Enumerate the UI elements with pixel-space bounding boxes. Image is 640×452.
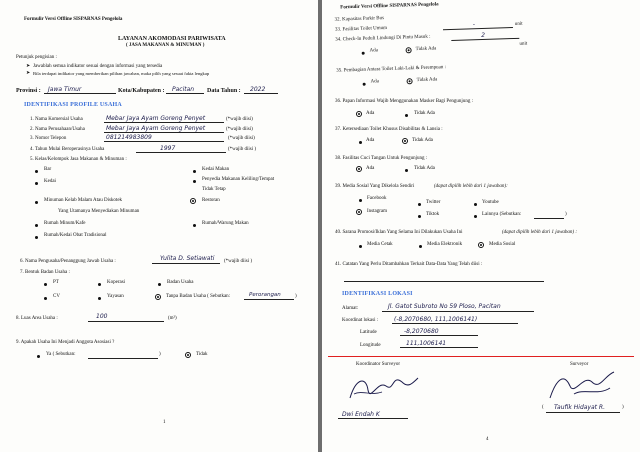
q8-label: 8. Luas Area Usaha : (16, 316, 58, 321)
q2-label: 2. Nama Perusahaan/Usaha (30, 127, 85, 132)
address-label: Alamat: (342, 306, 359, 311)
q40-option[interactable]: Media Elektronik (427, 242, 463, 247)
bullet-icon (98, 297, 101, 300)
q7-option[interactable]: PT (53, 280, 59, 285)
latitude-label: Latitude (360, 330, 377, 335)
q5-option[interactable]: Rumah/Kedai Obat Tradisional (44, 233, 107, 238)
bullet-icon (359, 245, 362, 248)
q8-unit: (m²) (168, 316, 177, 321)
q32-label: 32. Kapasitas Parkir Bus (334, 16, 385, 23)
red-divider (328, 356, 634, 357)
year-label: Data Tahun : (207, 88, 241, 94)
form-header: Formulir Versi Offline SISPARNAS Pengelola (24, 17, 123, 22)
q1-note: (*wajib diisi) (226, 117, 253, 122)
q37-option[interactable]: Ada (366, 138, 375, 143)
form-subtitle: ( JASA MAKANAN & MINUMAN ) (126, 43, 205, 48)
q37-label: 37. Ketersediaan Toilet Khusus Disabilitas & Lansia : (335, 127, 443, 132)
bullet-icon (35, 201, 38, 204)
selected-radio-icon[interactable] (190, 198, 196, 204)
q5-option[interactable]: Bar (44, 167, 52, 172)
bullet-icon (193, 180, 196, 183)
q40-hint: (dapat dipilih lebih dari 1 jawaban) : (502, 230, 577, 235)
q5-option[interactable]: Kedai (44, 179, 56, 184)
q5-option[interactable]: Rumah/Warung Makan (202, 221, 249, 226)
q3-note: (*wajib diisi) (228, 136, 255, 141)
q34-label: 34. Check-In Peduli Lindungi Di Pintu Masuk : (335, 34, 431, 43)
q7-value[interactable]: Perorangan (249, 292, 281, 298)
bullet-icon (362, 52, 365, 55)
q7-option[interactable]: Badan Usaha (167, 280, 194, 285)
q6-label: 6. Nama Pengusaha/Penanggung Jawab Usaha : (20, 259, 116, 264)
page-number: 4 (486, 437, 489, 442)
arrow-icon: ➤ (26, 71, 31, 76)
q8-value[interactable]: 100 (96, 313, 108, 320)
bullet-icon (193, 224, 196, 227)
instruction-text: Bila terdapat indikator yang memberikan pilihan jawaban, maka pilih yang sesuai fakta lengkap (33, 71, 210, 76)
q7-option[interactable]: Koperasi (107, 280, 126, 285)
bullet-icon (35, 182, 38, 185)
q2-note: (*wajib diisi) (226, 127, 253, 132)
q39-option[interactable]: Facebook (367, 196, 387, 201)
form-title: LAYANAN AKOMODASI PARIWISATA (118, 36, 226, 42)
bullet-icon (405, 114, 408, 117)
q7-option-selected[interactable]: Tanpa Badan Usaha ( Sebutkan: (166, 294, 231, 299)
bullet-icon (405, 169, 408, 172)
q39-option[interactable]: Youtube (482, 200, 499, 205)
selected-radio-icon[interactable] (478, 242, 484, 248)
q7-option[interactable]: Yayasan (107, 294, 124, 299)
q5-option-cont: Yang Utamanya Menyediakan Minuman (58, 209, 140, 214)
right-page (322, 0, 640, 452)
q6-note: (*wajib diisi ) (224, 259, 253, 264)
q39-option[interactable]: Lainnya (Sebutkan: (482, 212, 522, 217)
q3-value[interactable]: 081214983809 (106, 134, 152, 141)
selected-radio-icon[interactable] (407, 78, 413, 84)
q39-option[interactable]: Tiktok (426, 212, 440, 217)
q5-option-selected[interactable]: Restoran (202, 198, 220, 203)
bullet-icon (419, 245, 422, 248)
section-location: IDENTIFIKASI LOKASI (342, 291, 413, 297)
q9-close: ) (159, 352, 161, 357)
q37-option-selected[interactable]: Tidak Ada (412, 138, 433, 143)
bullet-icon (193, 170, 196, 173)
address-value[interactable]: Jl. Gatot Subroto No 59 Ploso, Pacitan (388, 303, 501, 310)
latitude-value[interactable]: -8,2070680 (404, 328, 439, 335)
left-page (0, 0, 318, 452)
q39-hint: (dapat dipilih lebih dari 1 jawaban): (434, 184, 508, 189)
surveyor-label: Surveyor (570, 362, 589, 367)
q34-unit: unit (519, 41, 528, 47)
q39-option-selected[interactable]: Instagram (367, 209, 387, 214)
selected-radio-icon[interactable] (155, 294, 161, 300)
province-value[interactable]: Jawa Timur (48, 86, 82, 93)
close-paren: ) (622, 405, 624, 410)
coordinator-name: Dwi Endah K (342, 411, 380, 418)
q7-option[interactable]: CV (53, 294, 60, 299)
q9-option-selected[interactable]: Tidak (196, 352, 208, 357)
q5-option[interactable]: Rumah Minum/Kafe (44, 221, 86, 226)
coordinator-label: Koordinator Surveyor (356, 362, 401, 367)
open-paren: ( (542, 405, 544, 410)
selected-radio-icon[interactable] (356, 209, 362, 215)
selected-radio-icon[interactable] (185, 352, 191, 358)
q35-option[interactable]: Ada (370, 79, 380, 85)
q33-unit: unit (514, 21, 523, 27)
q40-option[interactable]: Media Cetak (367, 242, 393, 247)
q4-value[interactable]: 1997 (160, 145, 176, 152)
q5-label: 5. Kelas/Kelompok Jasa Makanan & Minuman : (30, 157, 127, 162)
page-number: 1 (163, 420, 166, 425)
bullet-icon (37, 355, 40, 358)
coordinator-signature (342, 368, 422, 408)
q5-option[interactable]: Kedai Makan (202, 167, 230, 172)
q38-label: 38. Fasilitas Cuci Tangan Untuk Pengunjung : (335, 156, 428, 161)
selected-radio-icon[interactable] (356, 166, 362, 172)
q1-value[interactable]: Mebar Jaya Ayam Goreng Penyet (106, 115, 206, 122)
q32-value[interactable]: - (472, 21, 476, 29)
q36-option[interactable]: Tidak Ada (414, 111, 435, 116)
q9-label: 9. Apakah Usaha Ini Menjadi Anggota Asosiasi ? (16, 340, 115, 345)
q5-option[interactable]: Penyedia Makanan Keliling/Tempat (202, 177, 275, 182)
q7-close: ) (295, 294, 297, 299)
q4-note: (*wajib diisi ) (228, 147, 257, 152)
q36-label: 36. Papan Informasi Wajib Menggunakan Masker Bagi Pengunjung : (335, 99, 473, 104)
bullet-icon (418, 203, 421, 206)
q4-label: 4. Tahun Mulai Beroperasinya Usaha (30, 147, 105, 152)
bullet-icon (474, 215, 477, 218)
bullet-icon (363, 83, 366, 86)
q34-option[interactable]: Ada (369, 48, 379, 54)
coordinate-label: Koordinat lokasi : (342, 318, 379, 323)
q1-label: 1. Nama Komersial Usaha (30, 117, 83, 122)
q34-option-selected[interactable]: Tidak Ada (415, 46, 437, 53)
surveyor-signature (544, 366, 624, 406)
surveyor-name: Taufik Hidayat R. (554, 404, 605, 411)
bullet-icon (474, 203, 477, 206)
instructions-label: Petunjuk pengisian : (16, 55, 57, 60)
q2-value[interactable]: Mebar Jaya Ayam Goreng Penyet (106, 125, 206, 132)
q40-label: 40. Sarana Promosi/Iklan Yang Selama Ini Dilakukan Usaha Ini (335, 230, 463, 235)
longitude-label: Longitude (360, 343, 381, 348)
bullet-icon (359, 199, 362, 202)
form-header: Formulir Versi Offline SISPARNAS Pengelola (340, 2, 439, 11)
q41-label: 41. Catatan Yang Perlu Ditambahkan Terkait Data-Data Yang Telah diisi : (335, 262, 483, 267)
longitude-value[interactable]: 111,1006141 (406, 340, 447, 347)
q35-option-selected[interactable]: Tidak Ada (416, 77, 438, 84)
q39-close: ) (565, 212, 567, 217)
q36-option-selected[interactable]: Ada (366, 111, 375, 116)
bullet-icon (35, 236, 38, 239)
q3-label: 3. Nomor Telepon (30, 136, 67, 141)
bullet-icon (44, 297, 47, 300)
instruction-text: Jawablah semua indikator sesuai dengan informasi yang tersedia (33, 64, 163, 69)
bullet-icon (418, 215, 421, 218)
bullet-icon (44, 283, 47, 286)
q6-value[interactable]: Yulita D. Setiawati (160, 255, 215, 262)
q40-option-selected[interactable]: Media Sosial (489, 242, 516, 247)
q7-label: 7. Bentuk Badan Usaha : (20, 270, 70, 275)
q5-option-cont: Tidak Tetap (202, 187, 226, 192)
q5-option[interactable]: Minuman Kelab Malam Atau Diskotek (44, 198, 123, 203)
q38-option[interactable]: Tidak Ada (414, 166, 435, 171)
arrow-icon: ➤ (26, 64, 31, 69)
coordinate-value[interactable]: (-8,2070680, 111,1006141) (394, 316, 478, 323)
q33-label: 33. Fasilitas Toilet Umum (334, 25, 388, 33)
q35-label: 35. Pembagian Antara Toilet Laki-Laki & Perempuan : (336, 65, 447, 74)
q39-option[interactable]: Twitter (426, 200, 441, 205)
q9-option[interactable]: Ya ( Sebutkan: (46, 352, 76, 357)
bullet-icon (158, 283, 161, 286)
selected-radio-icon[interactable] (402, 138, 408, 144)
bullet-icon (35, 170, 38, 173)
q38-option-selected[interactable]: Ada (366, 166, 375, 171)
bullet-icon (359, 141, 362, 144)
q39-label: 39. Media Sosial Yang Dikelola Sendiri (335, 184, 415, 189)
selected-radio-icon[interactable] (406, 47, 412, 53)
q33-value[interactable]: 2 (481, 31, 486, 40)
city-value[interactable]: Pacitan (172, 86, 195, 93)
bullet-icon (98, 283, 101, 286)
city-label: Kota/Kabupaten : (118, 88, 165, 94)
section-profile: IDENTIFIKASI PROFILE USAHA (24, 102, 122, 108)
bullet-icon (35, 224, 38, 227)
year-value[interactable]: 2022 (250, 86, 266, 93)
province-label: Provinsi : (16, 88, 41, 94)
selected-radio-icon[interactable] (356, 111, 362, 117)
